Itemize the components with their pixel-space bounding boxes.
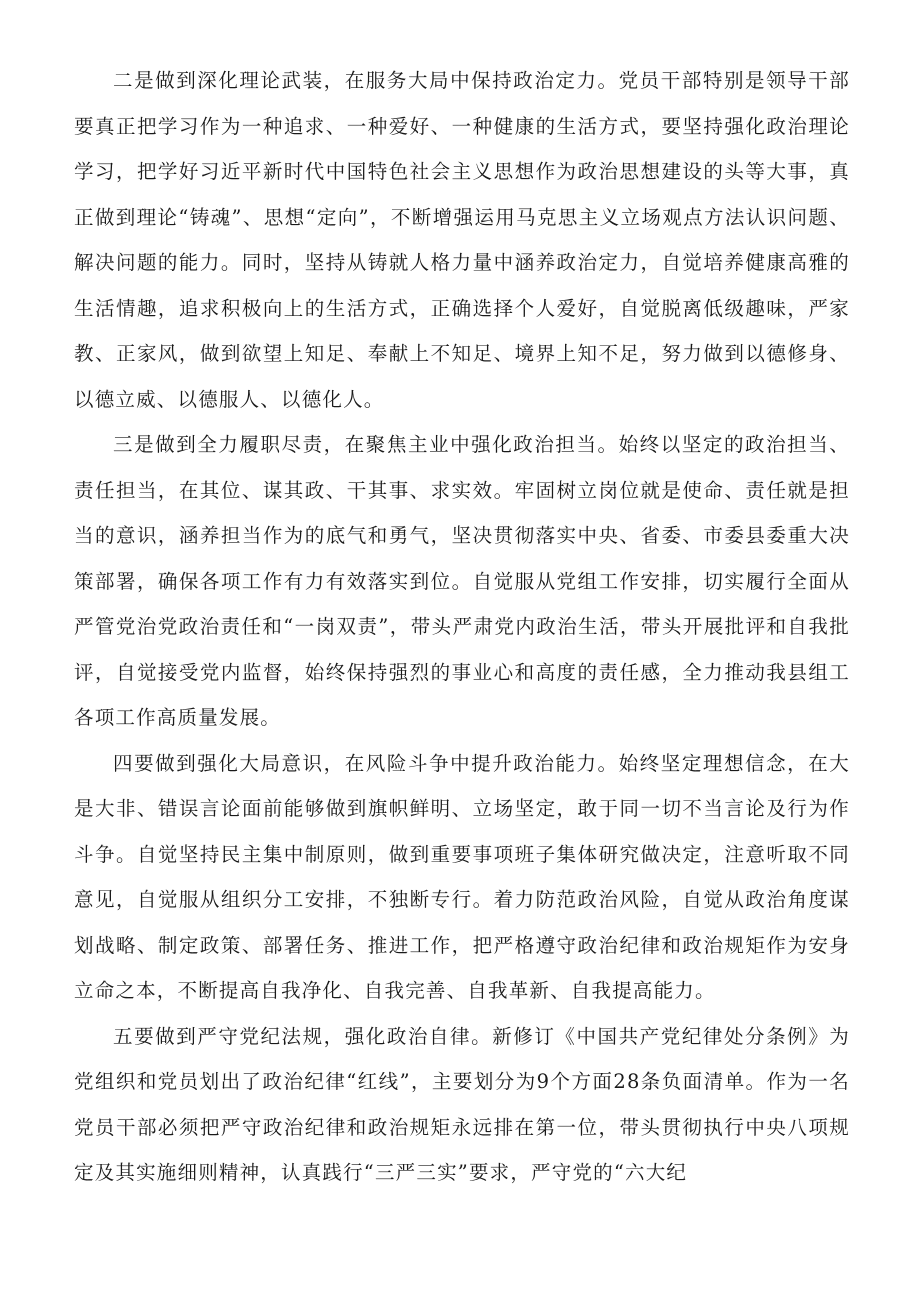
paragraph-4: 四要做到强化大局意识，在风险斗争中提升政治能力。始终坚定理想信念，在大是大非、错误言论面前能够做到旗帜鲜明、立场坚定，敢于同一切不当言论及行为作斗争。自觉坚持民主集中制原则，做到重要事项班子集体研究做决定，注意听取不同意见，自觉服从组织分工安排，不独断专行。着力防范政治风险，自觉从政治角度谋划战略、制定政策、部署任务、推进工作，把严格遵守政治纪律和政治规矩作为安身立命之本，不断提高自我净化、自我完善、自我革新、自我提高能力。 bbox=[74, 751, 850, 1002]
document-body bbox=[74, 58, 850, 1196]
paragraph-2: 二是做到深化理论武装，在服务大局中保持政治定力。党员干部特别是领导干部要真正把学习作为一种追求、一种爱好、一种健康的生活方式，要坚持强化政治理论学习，把学好习近平新时代中国特色社会主义思想作为政治思想建设的头等大事，真正做到理论“铸魂”、思想“定向”，不断增强运用马克思主义立场观点方法认识问题、解决问题的能力。同时，坚持从铸就人格力量中涵养政治定力，自觉培养健康高雅的生活情趣，追求积极向上的生活方式，正确选择个人爱好，自觉脱离低级趣味，严家教、正家风，做到欲望上知足、奉献上不知足、境界上知不足，努力做到以德修身、以德立威、以德服人、以德化人。 bbox=[74, 69, 850, 411]
paragraph-3: 三是做到全力履职尽责，在聚焦主业中强化政治担当。始终以坚定的政治担当、责任担当，在其位、谋其政、干其事、求实效。牢固树立岗位就是使命、责任就是担当的意识，涵养担当作为的底气和勇气，坚决贯彻落实中央、省委、市委县委重大决策部署，确保各项工作有力有效落实到位。自觉服从党组工作安排，切实履行全面从严管党治党政治责任和“一岗双责”，带头严肃党内政治生活，带头开展批评和自我批评，自觉接受党内监督，始终保持强烈的事业心和高度的责任感，全力推动我县组工各项工作高质量发展。 bbox=[74, 433, 850, 729]
paragraph-5: 五要做到严守党纪法规，强化政治自律。新修订《中国共产党纪律处分条例》为党组织和党员划出了政治纪律“红线”，主要划分为9个方面28条负面清单。作为一名党员干部必须把严守政治纪律和政治规矩永远排在第一位，带头贯彻执行中央八项规定及其实施细则精神，认真践行“三严三实”要求，严守党的“六大纪 bbox=[74, 1024, 850, 1184]
